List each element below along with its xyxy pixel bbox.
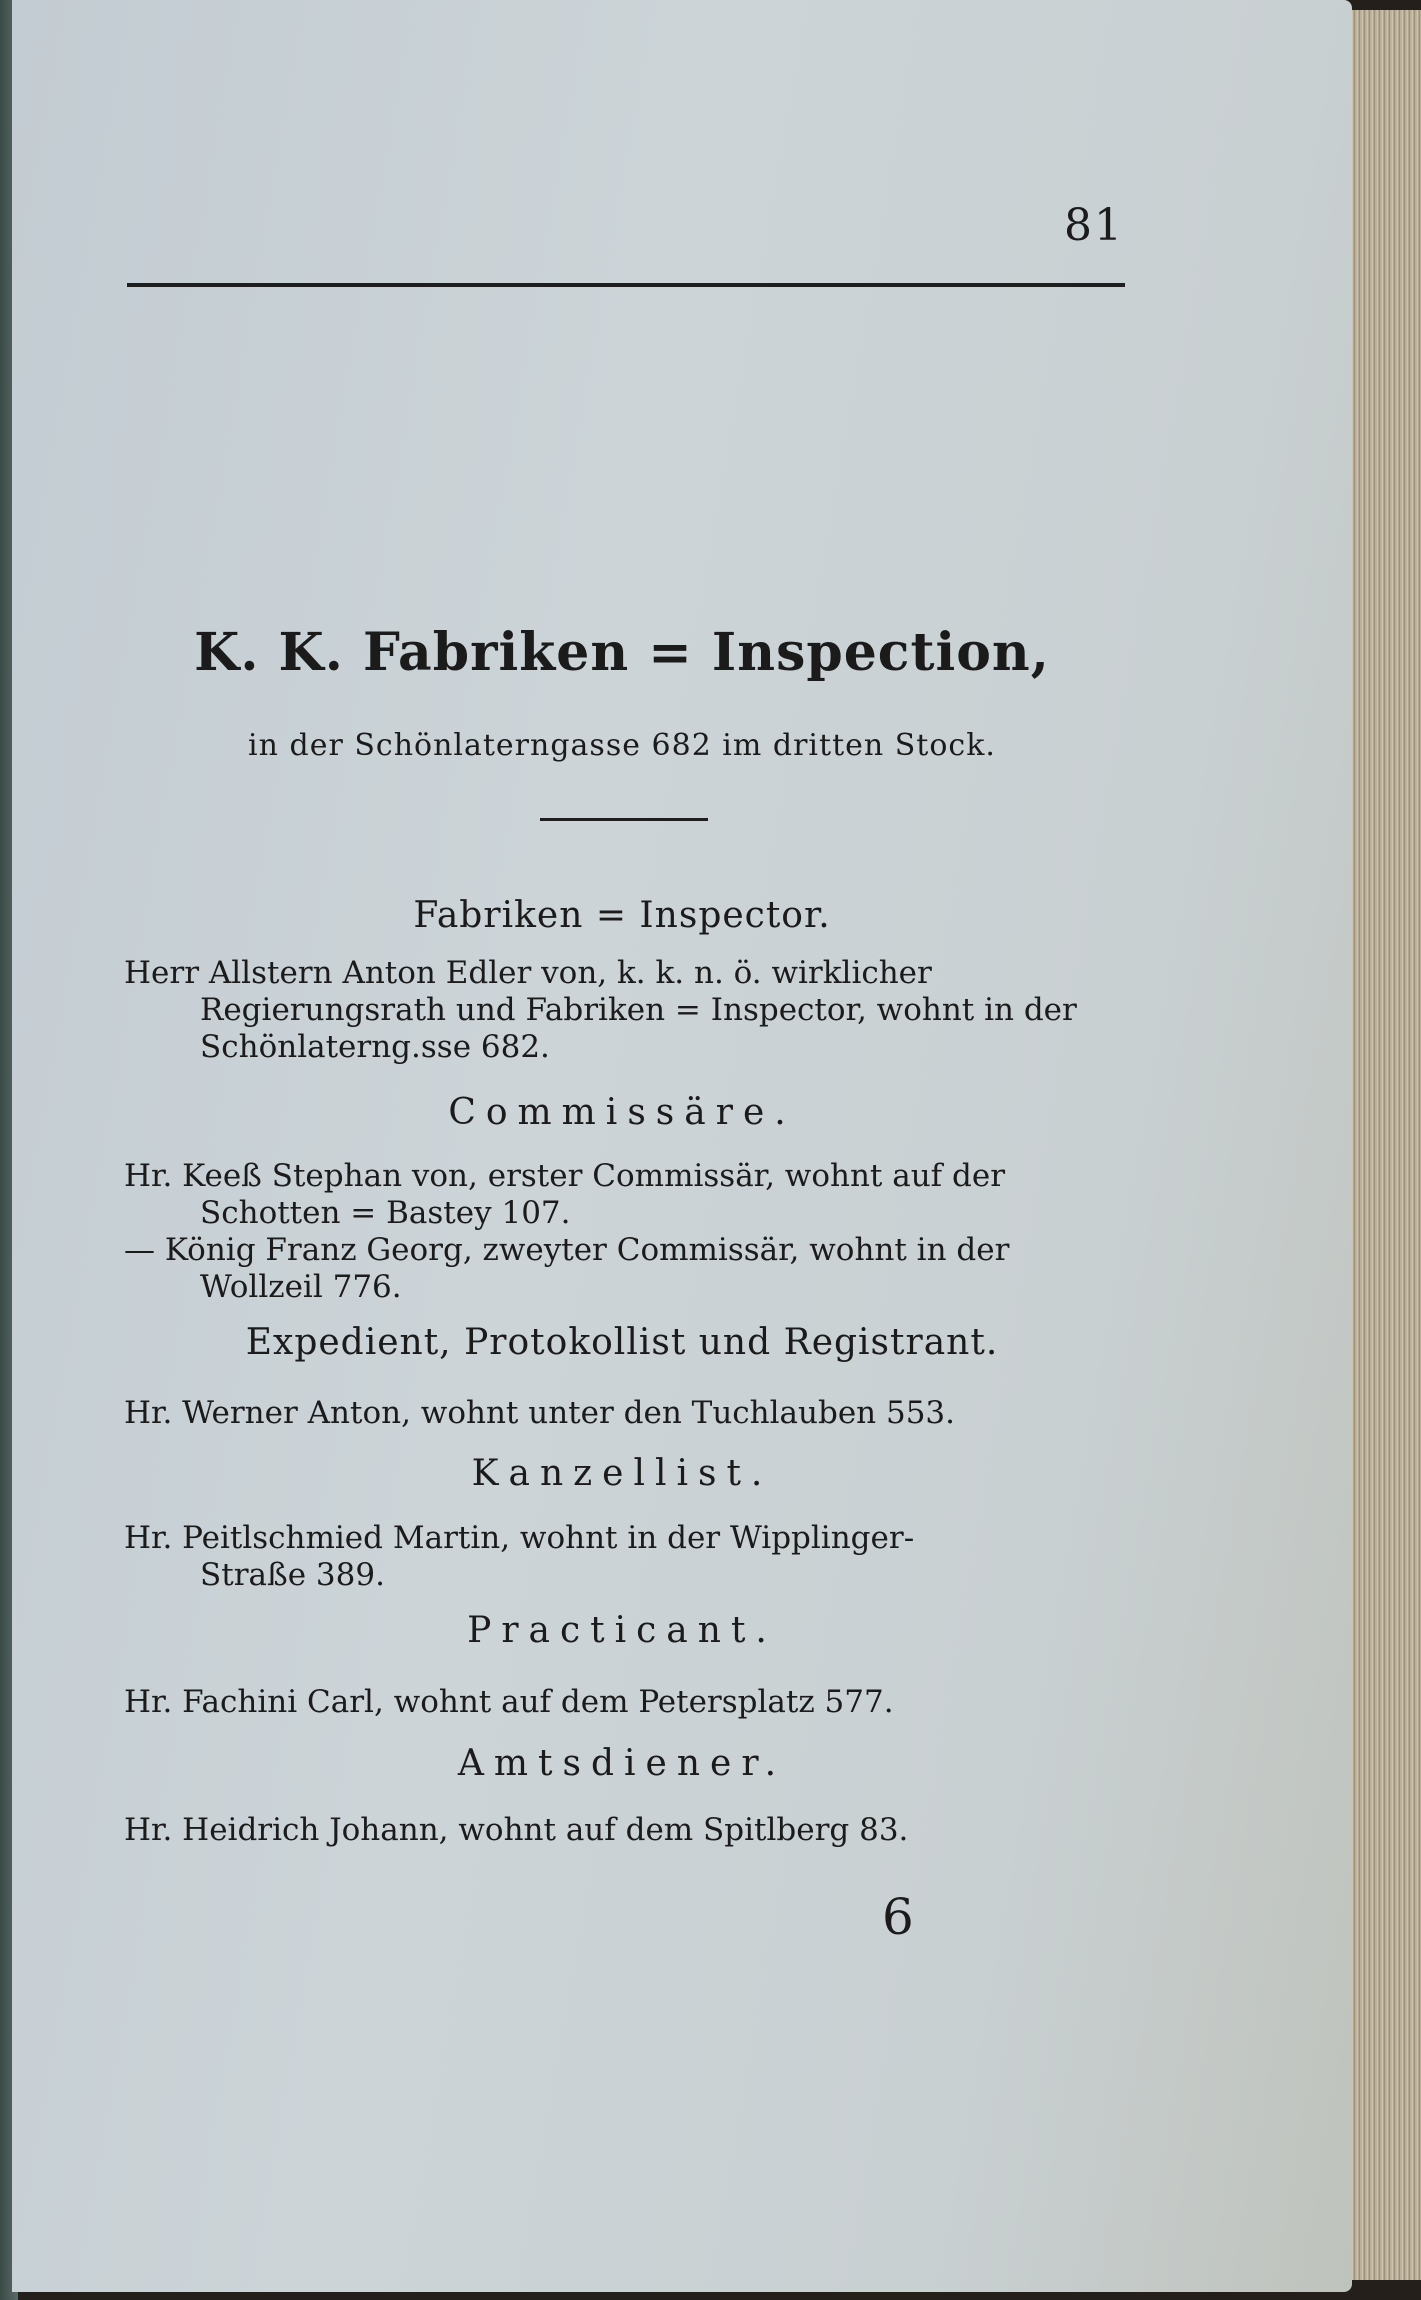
page-title: K. K. Fabriken = Inspection,	[194, 622, 1050, 683]
entry-line: Hr. Keeß Stephan von, erster Commissär, wohnt auf der	[124, 1158, 1006, 1194]
section-heading-inspector: Fabriken = Inspector.	[413, 895, 831, 936]
signature-mark: 6	[882, 1888, 914, 1946]
entry-amtsdiener	[124, 1812, 1122, 1849]
section-divider	[540, 818, 708, 821]
entry-line: Hr. Heidrich Johann, wohnt auf dem Spitlberg 83.	[124, 1812, 909, 1848]
entry-line: Straße 389.	[200, 1557, 385, 1593]
entry-line: Wollzeil 776.	[200, 1269, 402, 1305]
entry-expedient	[124, 1395, 1122, 1432]
page-subtitle: in der Schönlaterngasse 682 im dritten Stock.	[248, 728, 996, 763]
entry-line: — König Franz Georg, zweyter Commissär, wohnt in der	[124, 1232, 1010, 1268]
book-page	[12, 0, 1352, 2292]
section-heading-kanzellist: Kanzellist.	[471, 1453, 773, 1494]
entry-line: Hr. Werner Anton, wohnt unter den Tuchlauben 553.	[124, 1395, 956, 1431]
entry-commissaer-1	[124, 1158, 1122, 1232]
section-heading-amtsdiener: Amtsdiener.	[457, 1743, 787, 1784]
section-heading-practicant: Practicant.	[467, 1610, 777, 1651]
entry-line: Herr Allstern Anton Edler von, k. k. n. ö. wirklicher	[124, 955, 932, 991]
entry-line: Regierungsrath und Fabriken = Inspector, wohnt in der	[200, 992, 1077, 1028]
section-heading-expedient: Expedient, Protokollist und Registrant.	[245, 1322, 999, 1363]
header-rule	[127, 283, 1125, 287]
entry-line: Schotten = Bastey 107.	[200, 1195, 571, 1231]
page-number: 81	[1064, 200, 1124, 251]
entry-line: Hr. Peitlschmied Martin, wohnt in der Wipplinger-	[124, 1520, 915, 1556]
entry-commissaer-2	[124, 1232, 1122, 1306]
entry-line: Hr. Fachini Carl, wohnt auf dem Petersplatz 577.	[124, 1684, 894, 1720]
entry-line: Schönlaterng.sse 682.	[200, 1029, 550, 1065]
section-heading-commissaere: Commissäre.	[448, 1092, 796, 1133]
entry-inspector	[124, 955, 1122, 1066]
entry-kanzellist	[124, 1520, 1122, 1594]
entry-practicant	[124, 1684, 1122, 1721]
